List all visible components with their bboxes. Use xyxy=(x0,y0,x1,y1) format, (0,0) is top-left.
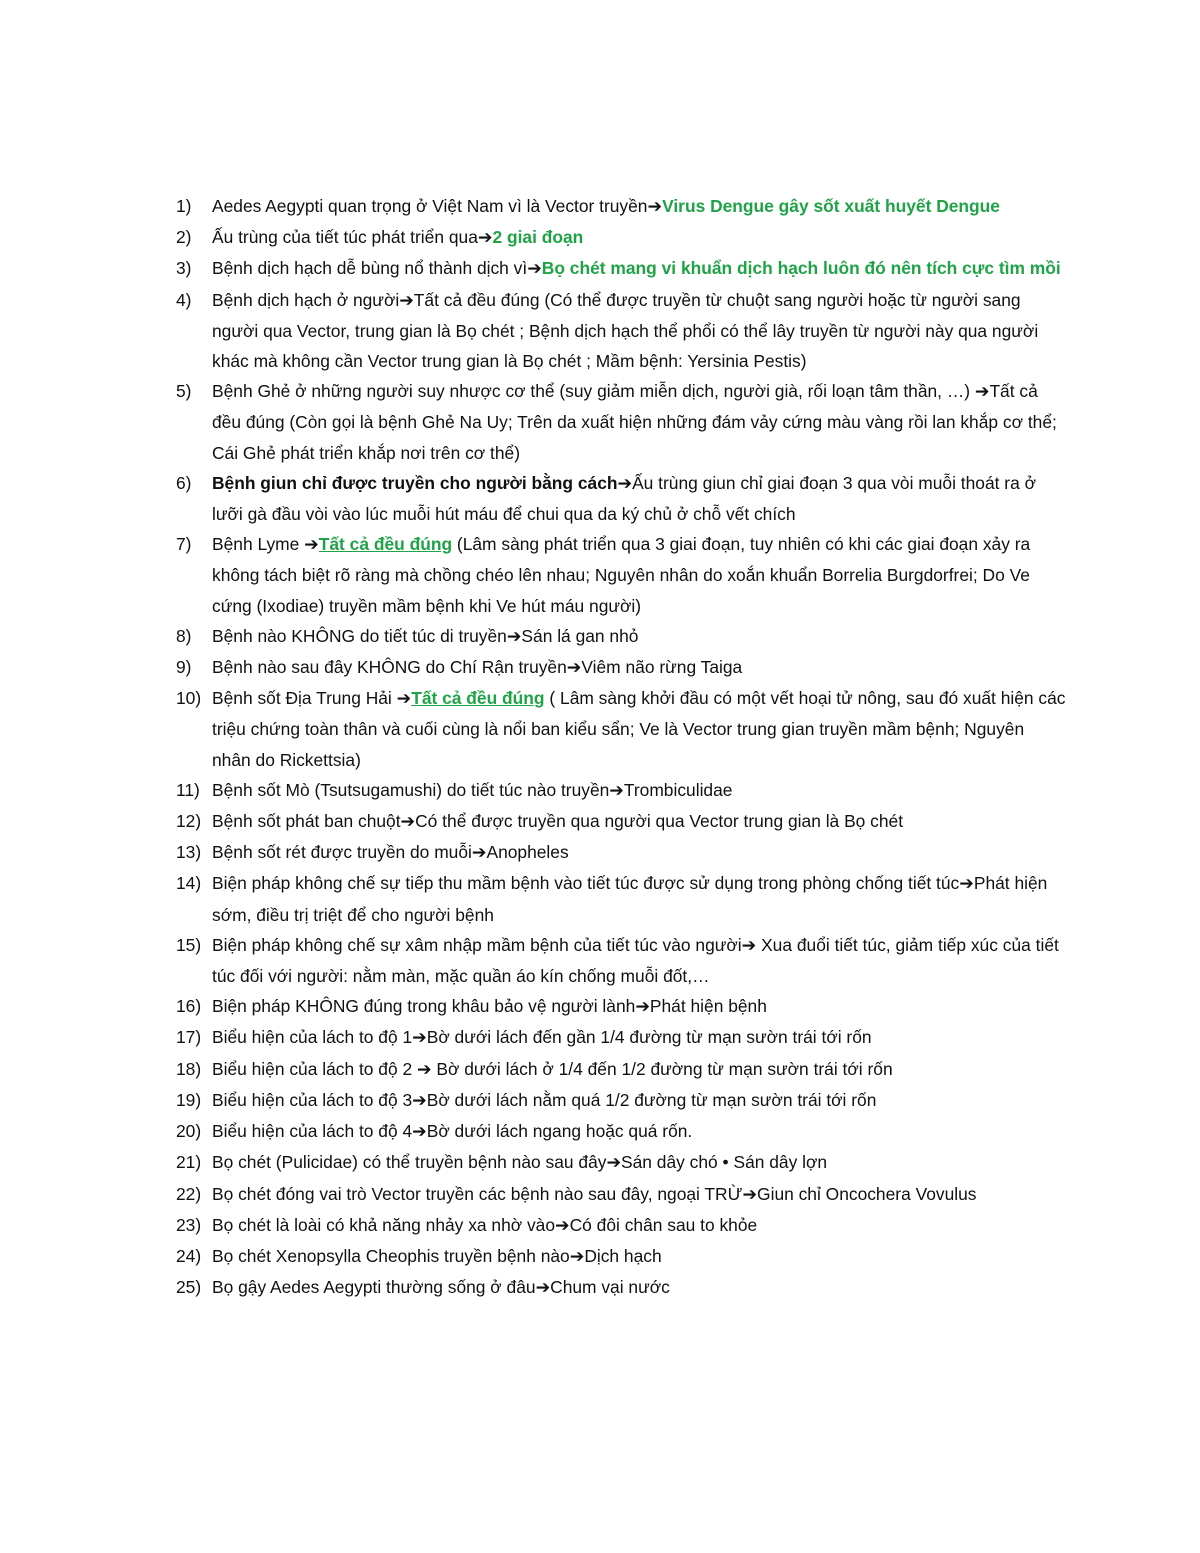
answer-text: Có đôi chân sau to khỏe xyxy=(569,1214,758,1235)
answer-text: Bờ dưới lách đến gần 1/4 đường từ mạn sườn trái tới rốn xyxy=(426,1027,872,1048)
item-number: 4) xyxy=(176,289,192,310)
answer-explanation: ( Lâm sàng khởi đầu có một vết hoại tử nông, sau đó xuất hiện các triệu chứng toàn thân và cuối cùng là nổi ban kiểu sẩn; Ve là Vector trung gian truyền mầm bệnh; Nguyên nhân do Rickettsia) xyxy=(212,688,1066,770)
item-number: 9) xyxy=(176,657,192,678)
answer-text: Xua đuổi tiết túc, giảm tiếp xúc của tiết túc đối với người: nằm màn, mặc quần áo kín chống muỗi đốt,… xyxy=(212,934,1059,987)
list-item xyxy=(176,1179,1066,1210)
question-text: Bọ chét Xenopsylla Cheophis truyền bệnh nào xyxy=(212,1245,570,1266)
list-item xyxy=(176,1210,1066,1241)
list-item xyxy=(176,468,1066,529)
question-text: Bệnh sốt Địa Trung Hải xyxy=(212,688,397,709)
item-number: 6) xyxy=(176,472,192,493)
question-text: Bọ chét đóng vai trò Vector truyền các bệnh nào sau đây, ngoại TRỪ xyxy=(212,1183,743,1204)
right-arrow-icon: ➔ xyxy=(412,1090,427,1111)
right-arrow-icon: ➔ xyxy=(535,1278,551,1299)
list-item xyxy=(176,1116,1066,1147)
list-item xyxy=(176,285,1066,377)
answer-text: Tất cả đều đúng xyxy=(318,534,453,555)
question-text: Biểu hiện của lách to độ 2 xyxy=(212,1058,417,1079)
item-number: 8) xyxy=(176,625,192,646)
right-arrow-icon: ➔ xyxy=(416,1059,432,1080)
right-arrow-icon: ➔ xyxy=(471,843,487,864)
item-number: 14) xyxy=(176,873,202,894)
right-arrow-icon: ➔ xyxy=(647,197,663,217)
question-text: Bệnh sốt Mò (Tsutsugamushi) do tiết túc nào truyền xyxy=(212,779,610,800)
list-item xyxy=(176,991,1066,1022)
question-text: Biểu hiện của lách to độ 1 xyxy=(212,1027,413,1048)
answer-text: Có thể được truyền qua người qua Vector trung gian là Bọ chét xyxy=(415,811,904,832)
question-text: Bệnh Ghẻ ở những người suy nhược cơ thể (suy giảm miễn dịch, người già, rối loạn tâm thần, …) xyxy=(212,381,975,402)
question-text: Biện pháp KHÔNG đúng trong khâu bảo vệ người lành xyxy=(212,996,636,1017)
list-item xyxy=(176,652,1066,683)
question-text: Biểu hiện của lách to độ 4 xyxy=(212,1121,413,1142)
question-text: Biểu hiện của lách to độ 3 xyxy=(212,1089,413,1110)
right-arrow-icon: ➔ xyxy=(741,935,757,956)
list-item xyxy=(176,775,1066,806)
item-number: 2) xyxy=(176,227,192,248)
item-number: 3) xyxy=(176,258,192,279)
item-number: 21) xyxy=(176,1152,202,1173)
item-number: 15) xyxy=(176,934,202,955)
list-item xyxy=(176,1272,1066,1303)
list-item xyxy=(176,1085,1066,1116)
answer-text: Dịch hạch xyxy=(584,1245,662,1266)
question-text: Bọ gậy Aedes Aegypti thường sống ở đâu xyxy=(212,1277,536,1298)
right-arrow-icon: ➔ xyxy=(477,228,493,249)
item-number: 19) xyxy=(176,1089,202,1110)
question-text: Bọ chét là loài có khả năng nhảy xa nhờ vào xyxy=(212,1214,556,1235)
list-item xyxy=(176,930,1066,991)
answer-text: Trombiculidae xyxy=(623,779,733,800)
list-item xyxy=(176,837,1066,868)
right-arrow-icon: ➔ xyxy=(400,812,416,833)
list-item xyxy=(176,1022,1066,1053)
answer-text: Bọ chét mang vi khuẩn dịch hạch luôn đó nên tích cực tìm mồi xyxy=(541,258,1061,279)
right-arrow-icon: ➔ xyxy=(974,382,990,403)
list-item xyxy=(176,1054,1066,1085)
item-number: 20) xyxy=(176,1121,202,1142)
question-text: Aedes Aegypti quan trọng ở Việt Nam vì là Vector truyền xyxy=(212,196,648,216)
right-arrow-icon: ➔ xyxy=(527,259,542,280)
item-number: 17) xyxy=(176,1027,202,1048)
question-text: Biện pháp không chế sự tiếp thu mầm bệnh vào tiết túc được sử dụng trong phòng chống tiết túc xyxy=(212,873,960,894)
question-text: Bệnh Lyme xyxy=(212,534,305,555)
right-arrow-icon: ➔ xyxy=(617,473,633,494)
list-item xyxy=(176,1241,1066,1272)
answer-text: Tất cả đều đúng (Có thể được truyền từ chuột sang người hoặc từ người sang người qua Vector, trung gian là Bọ chét ; Bệnh dịch hạch thể phổi có thể lây truyền từ người này qua người khác mà không cần Vector trung gian là Bọ chét ; Mầm bệnh: Yersinia Pestis) xyxy=(212,289,1039,372)
right-arrow-icon: ➔ xyxy=(569,1246,585,1267)
item-number: 7) xyxy=(176,534,192,555)
answer-explanation: (Lâm sàng phát triển qua 3 giai đoạn, tuy nhiên có khi các giai đoạn xảy ra không tách biệt rõ ràng mà chồng chéo lên nhau; Nguyên nhân do xoắn khuẩn Borrelia Burgdorfrei; Do Ve cứng (Ixodiae) truyền mầm bệnh khi Ve hút máu người) xyxy=(212,534,1031,616)
right-arrow-icon: ➔ xyxy=(606,1153,622,1174)
right-arrow-icon: ➔ xyxy=(396,689,412,710)
item-number: 25) xyxy=(176,1277,202,1298)
list-item xyxy=(176,868,1066,929)
answer-text: Sán dây chó • Sán dây lợn xyxy=(621,1152,828,1173)
right-arrow-icon: ➔ xyxy=(412,1028,427,1049)
right-arrow-icon: ➔ xyxy=(412,1122,427,1143)
item-number: 5) xyxy=(176,381,192,402)
item-number: 1) xyxy=(176,196,192,216)
answer-text: Virus Dengue gây sốt xuất huyết Dengue xyxy=(662,196,1000,216)
question-text: Bệnh sốt phát ban chuột xyxy=(212,811,401,832)
list-item xyxy=(176,529,1066,621)
answer-text: Tất cả đều đúng (Còn gọi là bệnh Ghẻ Na Uy; Trên da xuất hiện những đám vảy cứng màu vàng rồi lan khắp cơ thể; Cái Ghẻ phát triển khắp nơi trên cơ thể) xyxy=(212,381,1057,463)
answer-text: Phát hiện bệnh xyxy=(649,996,767,1017)
item-number: 24) xyxy=(176,1245,202,1266)
answer-text: Bờ dưới lách nằm quá 1/2 đường từ mạn sườn trái tới rốn xyxy=(426,1089,877,1110)
question-text: Biện pháp không chế sự xâm nhập mầm bệnh của tiết túc vào người xyxy=(212,934,742,955)
right-arrow-icon: ➔ xyxy=(304,535,319,556)
right-arrow-icon: ➔ xyxy=(506,626,522,647)
list-item xyxy=(176,376,1066,468)
item-number: 11) xyxy=(176,779,200,800)
answer-text: Sán lá gan nhỏ xyxy=(521,625,639,646)
right-arrow-icon: ➔ xyxy=(399,290,414,311)
question-text: Bọ chét (Pulicidae) có thể truyền bệnh nào sau đây xyxy=(212,1152,607,1173)
item-number: 23) xyxy=(176,1214,202,1235)
right-arrow-icon: ➔ xyxy=(742,1184,758,1205)
item-number: 12) xyxy=(176,811,202,832)
list-item xyxy=(176,1147,1066,1178)
list-item xyxy=(176,683,1066,775)
right-arrow-icon: ➔ xyxy=(609,780,624,801)
answer-text: Bờ dưới lách ở 1/4 đến 1/2 đường từ mạn sườn trái tới rốn xyxy=(431,1058,893,1079)
right-arrow-icon: ➔ xyxy=(566,658,582,679)
item-number: 13) xyxy=(176,842,202,863)
question-answer-list xyxy=(176,191,1066,1303)
list-item xyxy=(176,191,1066,222)
answer-text: Tất cả đều đúng xyxy=(411,688,545,709)
question-text: Bệnh giun chỉ được truyền cho người bằng cách xyxy=(212,472,618,493)
answer-text: Chum vại nước xyxy=(550,1277,670,1298)
right-arrow-icon: ➔ xyxy=(555,1215,570,1236)
list-item xyxy=(176,253,1066,284)
question-text: Bệnh sốt rét được truyền do muỗi xyxy=(212,842,472,863)
question-text: Ấu trùng của tiết túc phát triển qua xyxy=(212,227,478,248)
answer-text: 2 giai đoạn xyxy=(492,227,584,248)
answer-text: Phát hiện sớm, điều trị triệt để cho người bệnh xyxy=(212,873,1048,925)
list-item xyxy=(176,621,1066,652)
answer-text: Bờ dưới lách ngang hoặc quá rốn. xyxy=(426,1121,693,1142)
right-arrow-icon: ➔ xyxy=(635,997,650,1018)
list-item xyxy=(176,222,1066,253)
answer-text: Ấu trùng giun chỉ giai đoạn 3 qua vòi muỗi thoát ra ở lưỡi gà đầu vòi vào lúc muỗi hút máu để chui qua da ký chủ ở chỗ vết chích xyxy=(212,472,1036,525)
question-text: Bệnh dịch hạch dễ bùng nổ thành dịch vì xyxy=(212,258,528,279)
answer-text: Viêm não rừng Taiga xyxy=(581,657,743,678)
item-number: 18) xyxy=(176,1058,202,1079)
question-text: Bệnh dịch hạch ở người xyxy=(212,289,400,310)
answer-text: Anopheles xyxy=(486,842,569,863)
item-number: 22) xyxy=(176,1183,202,1204)
question-text: Bệnh nào sau đây KHÔNG do Chí Rận truyền xyxy=(212,657,567,678)
answer-text: Giun chỉ Oncochera Vovulus xyxy=(757,1183,977,1204)
item-number: 16) xyxy=(176,996,202,1017)
right-arrow-icon: ➔ xyxy=(959,874,974,895)
question-text: Bệnh nào KHÔNG do tiết túc di truyền xyxy=(212,625,507,646)
item-number: 10) xyxy=(176,688,202,709)
list-item xyxy=(176,806,1066,837)
